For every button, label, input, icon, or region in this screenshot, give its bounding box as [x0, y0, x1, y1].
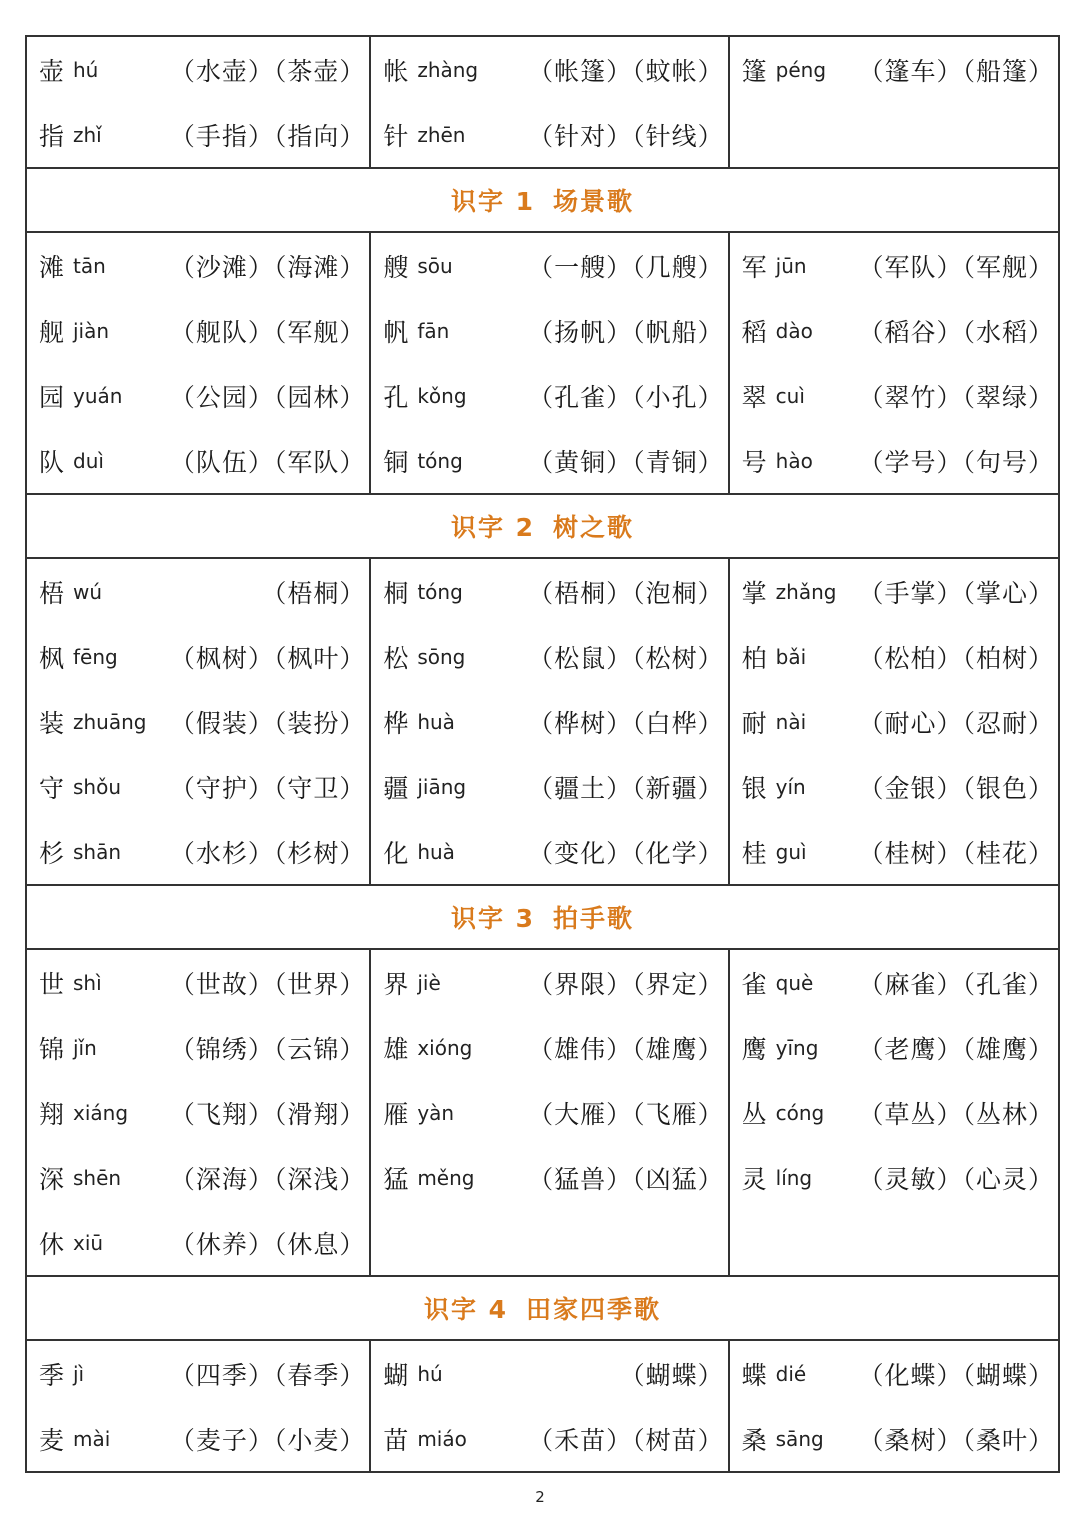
character-column [371, 1341, 729, 1471]
pinyin: mài [73, 1426, 111, 1451]
pinyin: xiáng [73, 1100, 129, 1125]
character: 界 [383, 969, 409, 999]
example-words: （猛兽）（凶猛） [528, 1164, 724, 1194]
character: 翔 [39, 1099, 65, 1129]
pinyin: miáo [417, 1426, 467, 1451]
example-words: （化蝶）（蝴蝶） [858, 1360, 1054, 1390]
character: 灵 [741, 1164, 767, 1194]
pinyin: xiū [73, 1230, 104, 1255]
character-entry [39, 950, 369, 1015]
example-words: （假装）（装扮） [169, 708, 366, 738]
character-entry [39, 819, 369, 884]
example-words: （手指）（指向） [169, 121, 366, 151]
character: 装 [39, 708, 65, 738]
character: 雁 [383, 1099, 409, 1129]
pinyin: dào [775, 318, 813, 343]
example-words: （军队）（军舰） [858, 252, 1054, 282]
example-words: （针对）（针线） [528, 121, 724, 151]
character-column [730, 1341, 1060, 1471]
pinyin: yuán [73, 383, 123, 408]
character-column [371, 233, 729, 493]
example-words: （梧桐）（泡桐） [528, 578, 724, 608]
example-words: （灵敏）（心灵） [858, 1164, 1054, 1194]
example-words: （金银）（银色） [858, 773, 1054, 803]
pinyin: nài [775, 709, 807, 734]
pinyin: líng [775, 1165, 813, 1190]
character-entry [383, 1080, 727, 1145]
pinyin: yín [775, 774, 806, 799]
character: 稻 [741, 317, 767, 347]
character: 翠 [741, 382, 767, 412]
character-entry [742, 1145, 1058, 1210]
character: 帐 [383, 56, 409, 86]
character: 园 [39, 382, 65, 412]
character: 军 [741, 252, 767, 282]
character-entry [39, 624, 369, 689]
pinyin: hú [73, 57, 99, 82]
character-entry [383, 428, 727, 493]
character-entry [383, 754, 727, 819]
character: 桂 [741, 838, 767, 868]
character-entry [383, 689, 727, 754]
example-words: （蝴蝶） [619, 1360, 724, 1390]
character: 雄 [383, 1034, 409, 1064]
example-words: （队伍）（军队） [169, 447, 366, 477]
pinyin: shì [73, 970, 102, 995]
character: 麦 [39, 1425, 65, 1455]
example-words: （帐篷）（蚊帐） [528, 56, 724, 86]
example-words: （守护）（守卫） [169, 773, 366, 803]
example-words: （四季）（春季） [169, 1360, 366, 1390]
pinyin: shǒu [73, 774, 122, 799]
example-words: （麦子）（小麦） [169, 1425, 366, 1455]
character-column [371, 950, 729, 1275]
example-words: （梧桐） [261, 578, 366, 608]
example-words: （一艘）（几艘） [528, 252, 724, 282]
character: 滩 [39, 252, 65, 282]
example-words: （手掌）（掌心） [858, 578, 1054, 608]
character-entry [383, 102, 727, 167]
example-words: （飞翔）（滑翔） [169, 1099, 366, 1129]
pinyin: zhēn [417, 122, 466, 147]
character-block [27, 1341, 1060, 1473]
character: 深 [39, 1164, 65, 1194]
lesson-number: 识字 1 [450, 187, 536, 216]
character-entry [383, 1145, 727, 1210]
character-entry [383, 624, 727, 689]
character-entry [742, 754, 1058, 819]
character-entry [742, 559, 1058, 624]
character: 丛 [741, 1099, 767, 1129]
pinyin: jūn [775, 253, 807, 278]
character-entry [742, 819, 1058, 884]
pinyin: zhǎng [775, 579, 837, 604]
example-words: （桑树）（桑叶） [858, 1425, 1054, 1455]
lesson-heading [27, 495, 1060, 559]
example-words: （深海）（深浅） [169, 1164, 366, 1194]
character-entry [742, 1406, 1058, 1471]
example-words: （老鹰）（雄鹰） [858, 1034, 1054, 1064]
example-words: （水壶）（茶壶） [169, 56, 366, 86]
example-words: （翠竹）（翠绿） [858, 382, 1054, 412]
example-words: （松鼠）（松树） [528, 643, 724, 673]
example-words: （黄铜）（青铜） [528, 447, 724, 477]
character-entry [383, 363, 727, 428]
example-words: （雄伟）（雄鹰） [528, 1034, 724, 1064]
lesson-title: 田家四季歌 [526, 1295, 662, 1324]
character-column [27, 37, 371, 167]
character-block [27, 950, 1060, 1277]
character-entry [383, 233, 727, 298]
character: 号 [741, 447, 767, 477]
character: 指 [39, 121, 65, 151]
pinyin: shān [73, 839, 122, 864]
character-entry [383, 1341, 727, 1406]
example-words: （世故）（世界） [169, 969, 366, 999]
example-words: （休养）（休息） [169, 1229, 366, 1259]
character-entry [39, 1080, 369, 1145]
character: 松 [383, 643, 409, 673]
pinyin: zhuāng [73, 709, 147, 734]
character: 疆 [383, 773, 409, 803]
character-entry [39, 1341, 369, 1406]
pinyin: dié [775, 1361, 807, 1386]
pinyin: jiāng [417, 774, 467, 799]
example-words: （枫树）（枫叶） [169, 643, 366, 673]
character-entry [742, 1080, 1058, 1145]
character-entry [383, 298, 727, 363]
character: 桦 [383, 708, 409, 738]
character-entry [742, 37, 1058, 102]
example-words: （耐心）（忍耐） [858, 708, 1054, 738]
character-entry [742, 298, 1058, 363]
example-words: （禾苗）（树苗） [528, 1425, 724, 1455]
pinyin: zhàng [417, 57, 479, 82]
pinyin: měng [417, 1165, 475, 1190]
character: 篷 [741, 56, 767, 86]
character: 铜 [383, 447, 409, 477]
character-entry [383, 559, 727, 624]
character-entry [39, 233, 369, 298]
character-column [371, 559, 729, 884]
character-entry [742, 624, 1058, 689]
character: 舰 [39, 317, 65, 347]
example-words: （大雁）（飞雁） [528, 1099, 724, 1129]
example-words: （篷车）（船篷） [858, 56, 1054, 86]
pinyin: yīng [775, 1035, 819, 1060]
lesson-number: 识字 4 [423, 1295, 509, 1324]
character-column [27, 950, 371, 1275]
pinyin: sōu [417, 253, 453, 278]
lesson-title: 场景歌 [553, 187, 635, 216]
character: 梧 [39, 578, 65, 608]
example-words: （孔雀）（小孔） [528, 382, 724, 412]
character-entry [39, 754, 369, 819]
character-column [730, 233, 1060, 493]
pinyin: tóng [417, 579, 463, 604]
pinyin: zhǐ [73, 122, 102, 147]
example-words: （松柏）（柏树） [858, 643, 1054, 673]
character-block [27, 233, 1060, 495]
pinyin: shēn [73, 1165, 122, 1190]
pinyin: kǒng [417, 383, 467, 408]
pinyin: cuì [775, 383, 805, 408]
page-number: 2 [535, 1488, 545, 1506]
pinyin: sōng [417, 644, 466, 669]
lesson-title: 树之歌 [553, 513, 635, 542]
example-words: （疆土）（新疆） [528, 773, 724, 803]
pinyin: duì [73, 448, 104, 473]
pinyin: hú [417, 1361, 443, 1386]
character-entry [39, 689, 369, 754]
pinyin: hào [775, 448, 813, 473]
character-entry [39, 1210, 369, 1275]
pinyin: sāng [775, 1426, 824, 1451]
pinyin: huà [417, 709, 455, 734]
lesson-heading [27, 169, 1060, 233]
character: 休 [39, 1229, 65, 1259]
character-entry [742, 233, 1058, 298]
example-words: （桂树）（桂花） [858, 838, 1054, 868]
pinyin: jiàn [73, 318, 110, 343]
character: 守 [39, 773, 65, 803]
character-entry [742, 689, 1058, 754]
pinyin: tóng [417, 448, 463, 473]
pinyin: jǐn [73, 1035, 97, 1060]
character: 孔 [383, 382, 409, 412]
pinyin: fān [417, 318, 450, 343]
character-entry [742, 950, 1058, 1015]
pinyin: què [775, 970, 814, 995]
character-entry [742, 428, 1058, 493]
character-entry [39, 363, 369, 428]
character-entry [383, 1015, 727, 1080]
character: 季 [39, 1360, 65, 1390]
character: 杉 [39, 838, 65, 868]
lesson-title: 拍手歌 [553, 904, 635, 933]
character: 枫 [39, 643, 65, 673]
pinyin: péng [775, 57, 827, 82]
pinyin: jiè [417, 970, 441, 995]
example-words: （沙滩）（海滩） [169, 252, 366, 282]
character-column [27, 233, 371, 493]
character-entry [742, 363, 1058, 428]
character-entry [383, 37, 727, 102]
character-entry [39, 1406, 369, 1471]
character: 帆 [383, 317, 409, 347]
example-words: （公园）（园林） [169, 382, 366, 412]
character-column [730, 559, 1060, 884]
character: 锦 [39, 1034, 65, 1064]
character: 蝴 [383, 1360, 409, 1390]
character: 雀 [741, 969, 767, 999]
character-entry [39, 298, 369, 363]
character-column [730, 37, 1060, 167]
character-entry [742, 1015, 1058, 1080]
character: 耐 [741, 708, 767, 738]
character-block [27, 37, 1060, 169]
pinyin: bǎi [775, 644, 807, 669]
lesson-heading [27, 886, 1060, 950]
character: 蝶 [741, 1360, 767, 1390]
character: 苗 [383, 1425, 409, 1455]
character: 针 [383, 121, 409, 151]
pinyin: cóng [775, 1100, 825, 1125]
character: 银 [741, 773, 767, 803]
character-block [27, 559, 1060, 886]
character-entry [383, 1406, 727, 1471]
example-words: （稻谷）（水稻） [858, 317, 1054, 347]
character-column [27, 1341, 371, 1471]
pinyin: xióng [417, 1035, 473, 1060]
character: 柏 [741, 643, 767, 673]
character-column [730, 950, 1060, 1275]
lesson-heading [27, 1277, 1060, 1341]
example-words: （草丛）（丛林） [858, 1099, 1054, 1129]
pinyin: wú [73, 579, 103, 604]
character: 壶 [39, 56, 65, 86]
character-entry [39, 1015, 369, 1080]
example-words: （变化）（化学） [528, 838, 724, 868]
example-words: （麻雀）（孔雀） [858, 969, 1054, 999]
character-entry [742, 1341, 1058, 1406]
character-column [27, 559, 371, 884]
pinyin: huà [417, 839, 455, 864]
example-words: （扬帆）（帆船） [528, 317, 724, 347]
character-entry [39, 37, 369, 102]
character: 桐 [383, 578, 409, 608]
lesson-number: 识字 3 [450, 904, 536, 933]
pinyin: guì [775, 839, 807, 864]
pinyin: tān [73, 253, 106, 278]
character: 化 [383, 838, 409, 868]
character: 艘 [383, 252, 409, 282]
example-words: （舰队）（军舰） [169, 317, 366, 347]
character-entry [39, 559, 369, 624]
pinyin: yàn [417, 1100, 455, 1125]
character: 猛 [383, 1164, 409, 1194]
pinyin: fēng [73, 644, 118, 669]
character: 掌 [741, 578, 767, 608]
character: 桑 [741, 1425, 767, 1455]
example-words: （学号）（句号） [858, 447, 1054, 477]
example-words: （界限）（界定） [528, 969, 724, 999]
example-words: （桦树）（白桦） [528, 708, 724, 738]
lesson-number: 识字 2 [450, 513, 536, 542]
vocabulary-table [25, 35, 1060, 1473]
example-words: （水杉）（杉树） [169, 838, 366, 868]
character: 队 [39, 447, 65, 477]
character-entry [383, 819, 727, 884]
character-entry [383, 950, 727, 1015]
character-column [371, 37, 729, 167]
character-entry [39, 102, 369, 167]
character-entry [39, 1145, 369, 1210]
example-words: （锦绣）（云锦） [169, 1034, 366, 1064]
pinyin: jì [73, 1361, 85, 1386]
character: 世 [39, 969, 65, 999]
character-entry [39, 428, 369, 493]
character: 鹰 [741, 1034, 767, 1064]
